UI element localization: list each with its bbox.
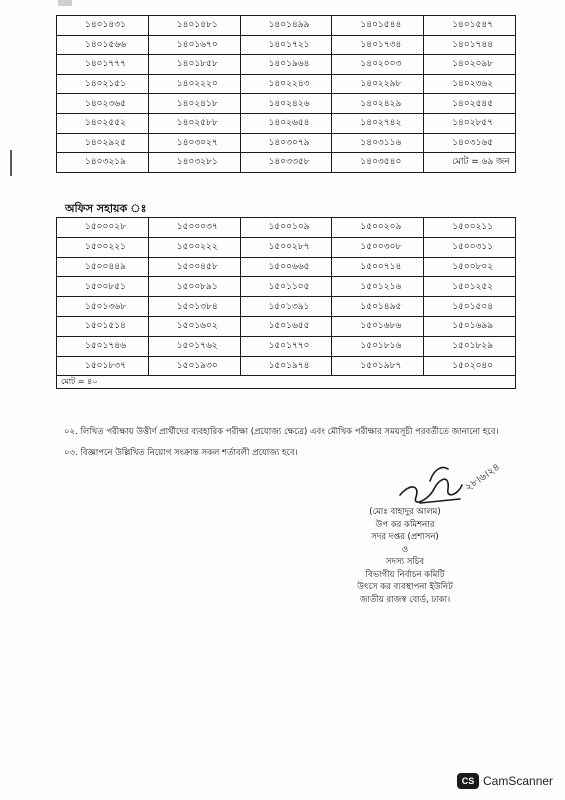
table-cell: ১৪০২৯২৫ <box>57 133 149 153</box>
table-cell: ১৪০৩২১৯ <box>57 153 149 173</box>
table-cell: ১৫০০৮৫১ <box>57 277 149 297</box>
table-cell: ১৪০১৪৮১ <box>148 16 240 36</box>
table-cell: ১৫০০১০৯ <box>240 218 332 238</box>
table-cell: ১৪০২৪২৬ <box>240 94 332 114</box>
section-heading-office-assistant: অফিস সহায়ক ঃ <box>65 202 147 215</box>
table-cell: ১৪০২৫৮৮ <box>148 113 240 133</box>
table-cell: ১৫০১২৫২ <box>424 277 516 297</box>
table-cell: মোট = ৬৯ জন <box>424 153 516 173</box>
table-cell: ১৪০১৫৬৬ <box>57 35 149 55</box>
signatory-line: জাতীয় রাজস্ব বোর্ড, ঢাকা। <box>359 594 451 605</box>
table-cell: ১৪০২০০৩ <box>332 55 424 75</box>
signatory-line: সদর দপ্তর (প্রশাসন) <box>371 532 439 542</box>
table-cell: ১৫০০০২৮ <box>57 218 149 238</box>
table-cell: ১৫০১৮৩৭ <box>57 356 149 376</box>
table-cell: ১৪০২৪২৯ <box>332 94 424 114</box>
table-total-row <box>57 376 516 389</box>
signatory-line: উপ কর কমিশনার <box>375 519 435 530</box>
signatory-line: ও <box>401 544 409 555</box>
table-cell: ১৫০১৯৮৭ <box>332 356 424 376</box>
note-conditions: ০৩. বিজ্ঞাপনে উল্লিখিত নিয়োগ সংক্রান্ত সকল শর্তাবলী প্রযোজ্য হবে। <box>64 448 298 458</box>
table-cell: ১৪০১৪৯৯ <box>240 16 332 36</box>
table-cell: ১৫০২০৪০ <box>424 356 516 376</box>
table-cell: ১৫০১৬৯৯ <box>424 316 516 336</box>
table-cell: ১৫০১৫১৪ <box>57 316 149 336</box>
table-cell: ১৫০১৩৯১ <box>240 297 332 317</box>
table-total: মোট = ৪০ <box>57 376 516 389</box>
table-cell: ১৫০১৬৫৫ <box>240 316 332 336</box>
table-cell: ১৪০১৬৭০ <box>148 35 240 55</box>
table-cell: ১৫০১৬৮৬ <box>332 316 424 336</box>
table-cell: ১৫০০৮০২ <box>424 257 516 277</box>
table-cell: ১৪০২৫৫২ <box>57 113 149 133</box>
signatory-block <box>330 506 480 606</box>
table-cell: ১৪০২০৯৮ <box>424 55 516 75</box>
table-row <box>57 336 516 356</box>
table-cell: ১৪০২৪১৮ <box>148 94 240 114</box>
table-cell: ১৫০১৭৬২ <box>148 336 240 356</box>
table-cell: ১৪০২৩৬২ <box>424 74 516 94</box>
table-cell: ১৫০১৩৬৮ <box>57 297 149 317</box>
table-cell: ১৪০২৮৫৭ <box>424 113 516 133</box>
table-cell: ১৫০০৪৫৮ <box>148 257 240 277</box>
table-cell: ১৪০১৯৬৪ <box>240 55 332 75</box>
table-cell: ১৫০০৪৪৯ <box>57 257 149 277</box>
table-cell: ১৫০০২৮৭ <box>240 237 332 257</box>
table-cell: ১৪০২১৫১ <box>57 74 149 94</box>
table-row <box>57 35 516 55</box>
table-cell: ১৫০১৭৪৬ <box>57 336 149 356</box>
table-row <box>57 218 516 238</box>
table-cell: ১৫০১৩৮৪ <box>148 297 240 317</box>
signatory-line: বিভাগীয় নির্বাচন কমিটি <box>365 569 445 580</box>
table-cell: ১৫০১২১৬ <box>332 277 424 297</box>
table-cell: ১৫০১৮২৯ <box>424 336 516 356</box>
table-cell: ১৪০২৬৫৪ <box>240 113 332 133</box>
table-row <box>57 74 516 94</box>
table-cell: ১৪০২২২০ <box>148 74 240 94</box>
table-cell: ১৫০০৩০৮ <box>332 237 424 257</box>
table-cell: ১৪০১৫৪৭ <box>424 16 516 36</box>
table-cell: ১৪০৩০২৭ <box>148 133 240 153</box>
table-cell: ১৫০০২০৯ <box>332 218 424 238</box>
table-cell: ১৫০১৯৭৪ <box>240 356 332 376</box>
table-cell: ১৫০১৫০৪ <box>424 297 516 317</box>
table-cell: ১৪০২২৪৩ <box>240 74 332 94</box>
table-row <box>57 16 516 36</box>
signatory-line: উৎসে কর ব্যবস্থাপনা ইউনিট <box>357 582 453 592</box>
table-row <box>57 133 516 153</box>
table-cell: ১৪০২৩৬৫ <box>57 94 149 114</box>
table-cell: ১৫০১৯৩০ <box>148 356 240 376</box>
table-cell: ১৫০০০৩৭ <box>148 218 240 238</box>
table-cell: ১৪০১৭৭৭ <box>57 55 149 75</box>
table-cell: ১৫০০৩১১ <box>424 237 516 257</box>
table-cell: ১৫০১৭৭০ <box>240 336 332 356</box>
table-cell: ১৪০২৭৪২ <box>332 113 424 133</box>
table-cell: ১৪০২৫৪৫ <box>424 94 516 114</box>
camscanner-label: CamScanner <box>483 774 554 788</box>
table-row <box>57 55 516 75</box>
camscanner-logo-icon: CS <box>457 773 479 789</box>
roll-number-table-1 <box>56 15 516 173</box>
signatory-line: সদস্য সচিব <box>385 557 425 567</box>
table-cell: ১৫০০২২১ <box>57 237 149 257</box>
table-row <box>57 94 516 114</box>
table-cell: ১৫০০২১১ <box>424 218 516 238</box>
table-cell: ১৪০৩১৬৫ <box>424 133 516 153</box>
table-cell: ১৫০০২২২ <box>148 237 240 257</box>
table-row <box>57 277 516 297</box>
roll-number-table-2 <box>56 217 516 389</box>
table-cell: ১৫০০৮৯১ <box>148 277 240 297</box>
table-row <box>57 316 516 336</box>
table-row <box>57 356 516 376</box>
table-cell: ১৪০১৭৪৪ <box>424 35 516 55</box>
table-cell: ১৪০৩১১৬ <box>332 133 424 153</box>
table-row <box>57 153 516 173</box>
table-row <box>57 113 516 133</box>
table-cell: ১৪০৩৩৫৮ <box>240 153 332 173</box>
table-cell: ১৪০১৫৪৪ <box>332 16 424 36</box>
table-cell: ১৫০১৮১৬ <box>332 336 424 356</box>
table-cell: ১৫০০৭১৪ <box>332 257 424 277</box>
table-cell: ১৪০১৭২১ <box>240 35 332 55</box>
table-cell: ১৪০১৭৩৪ <box>332 35 424 55</box>
table-cell: ১৪০১৪৩১ <box>57 16 149 36</box>
handwritten-date: ২৮।৬।২৪ <box>463 461 503 494</box>
table-row <box>57 257 516 277</box>
table-row <box>57 297 516 317</box>
table-cell: ১৪০৩০৭৯ <box>240 133 332 153</box>
table-cell: ১৪০১৮৫৮ <box>148 55 240 75</box>
camscanner-watermark <box>457 772 553 790</box>
scan-artifact <box>10 150 12 176</box>
table-cell: ১৫০০৬৬৫ <box>240 257 332 277</box>
table-cell: ১৫০১১০৫ <box>240 277 332 297</box>
table-cell: ১৪০৩৫৪০ <box>332 153 424 173</box>
table-cell: ১৫০১৪৯৫ <box>332 297 424 317</box>
signatory-name: (মোঃ বাহাদুর আলম) <box>369 507 441 517</box>
scan-artifact <box>58 0 72 6</box>
table-row <box>57 237 516 257</box>
table-cell: ১৪০৩২৮১ <box>148 153 240 173</box>
table-cell: ১৪০২২৯৮ <box>332 74 424 94</box>
note-practical-viva: ০২. লিখিত পরীক্ষায় উত্তীর্ণ প্রার্থীদের ব্যবহারিক পরীক্ষা (প্রযোজ্য ক্ষেত্রে) এবং মৌখিক পরীক্ষার সময়সূচী পরবর্তীতে জানানো হবে। <box>64 427 499 437</box>
table-cell: ১৫০১৬০২ <box>148 316 240 336</box>
